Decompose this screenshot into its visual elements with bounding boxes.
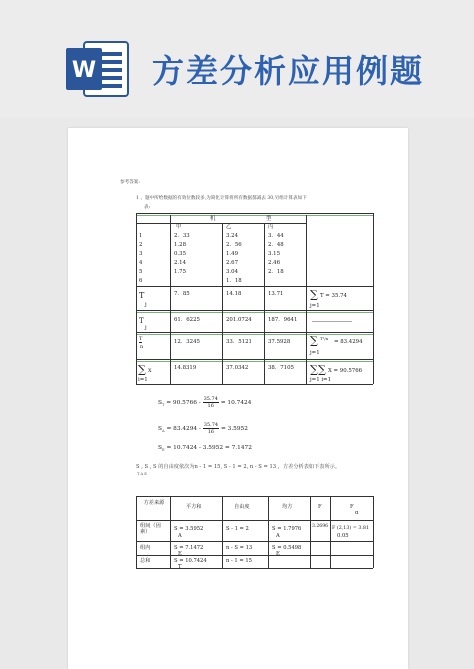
table-rule: [373, 213, 374, 384]
table-cell: n - S = 13: [226, 545, 253, 551]
column-header: F: [350, 504, 354, 510]
df-lead: S , S , S: [136, 464, 157, 470]
formula-st: [158, 396, 251, 409]
formula-sub: E: [161, 448, 165, 453]
table-cell: 0.35: [174, 251, 187, 257]
column-header: 自由度: [234, 504, 250, 510]
table-cell: 2．56: [226, 242, 242, 248]
row-label: 2: [139, 242, 143, 248]
row-label: 6: [139, 278, 143, 284]
fraction-numerator: 35.74: [203, 422, 219, 428]
table-rule: [136, 384, 373, 385]
answer-label: 参考答案:: [120, 180, 140, 185]
t2-row-sub: j: [145, 325, 147, 331]
table-cell: F (2,13) = 3.81: [332, 526, 370, 531]
column-header: F: [318, 504, 322, 510]
table-cell: 1.28: [174, 242, 187, 248]
fraction: [203, 422, 219, 435]
t2-row-label: T: [139, 317, 144, 325]
table-cell: 38．7105: [268, 365, 294, 371]
column-header: 丙: [268, 224, 274, 230]
table-cell: S = 3.5952: [174, 526, 204, 532]
x2-row-sub: i=1: [138, 377, 148, 383]
df-sentence: [136, 464, 340, 470]
table-rule: [136, 359, 373, 360]
table-rule: [136, 568, 373, 569]
t2n-row-den: n: [140, 344, 144, 350]
sigma-icon: ∑: [310, 363, 318, 376]
t2n-total: = 83.4294: [334, 339, 363, 345]
table-rule: [268, 496, 269, 568]
row-source: 总和: [140, 558, 151, 564]
document-page: [68, 128, 408, 669]
sigma-icon: ∑: [310, 288, 318, 301]
table-cell: 2．48: [268, 242, 284, 248]
table-rule: [373, 496, 374, 568]
row-label: 3: [139, 251, 143, 257]
table-rule: [136, 213, 373, 214]
table-rule: [136, 223, 306, 224]
fraction-numerator: 35.74: [203, 396, 218, 402]
table-rule: [170, 215, 171, 384]
table-cell: 61．6225: [174, 317, 200, 323]
table-rule: [136, 496, 373, 497]
formula-se: [158, 445, 252, 452]
sigma-icon: ∑: [318, 363, 326, 376]
word-icon: [64, 40, 130, 98]
t-total: T = 35.74: [320, 293, 347, 299]
table-cell: 2.67: [226, 260, 239, 266]
table-cell: 2．18: [268, 269, 284, 275]
table-rule: [136, 332, 373, 333]
row-source: 组间（因素）: [140, 523, 161, 536]
anova-table: [136, 496, 373, 576]
table-rule: [330, 496, 331, 568]
table-cell: S = 1.7976: [272, 526, 302, 532]
formula-sub: A: [161, 429, 165, 434]
table-cell: S = 0.5498: [272, 545, 302, 551]
table-rule: [310, 496, 311, 568]
table-cell: 3．44: [268, 233, 284, 239]
table-cell: 3.04: [226, 269, 239, 275]
table-cell: S = 10.7424: [174, 558, 207, 564]
table-cell-sub: A: [276, 533, 280, 539]
sigma-icon: ∑: [138, 363, 146, 376]
table-cell: n - 1 = 15: [226, 558, 252, 564]
group-header: 机: [210, 216, 216, 222]
formula-result: = 10.7424: [220, 400, 252, 406]
table-cell: 1．18: [226, 278, 242, 284]
table-rule: [264, 223, 265, 384]
placeholder-line: [312, 321, 352, 322]
table-rule: [136, 213, 137, 384]
column-header: 方差来源: [143, 500, 165, 506]
formula-part: = 90.5766 -: [166, 400, 201, 406]
table-cell: 2.46: [268, 260, 281, 266]
table-cell: 3.15: [268, 251, 281, 257]
column-header: 平方和: [186, 504, 202, 510]
table-rule: [136, 520, 373, 521]
intro-line-1: 1 、题中所给数据的有效位数较多,为简化计算将所有数据都减去 30,另组计算表如下: [136, 196, 307, 201]
table-cell: 201.0724: [226, 317, 252, 323]
table-rule: [136, 555, 373, 556]
column-header-sub: α: [355, 510, 359, 516]
t-row-sub: j: [145, 302, 147, 308]
table-cell: 1.49: [226, 251, 239, 257]
svg-text:W: W: [71, 58, 97, 83]
fraction-denominator: 16: [207, 429, 215, 435]
t-row-label: T: [139, 291, 145, 300]
x2-total-sub: j=1 i=1: [310, 377, 332, 383]
table-rule: [136, 541, 373, 542]
table-cell: 3.2696: [312, 524, 329, 529]
table-rule: [136, 310, 373, 311]
formula-symbol: S: [158, 445, 162, 451]
t2n-total-sub: j=1: [310, 350, 320, 356]
group-header-2: 型: [266, 216, 272, 222]
table-rule: [136, 286, 373, 287]
table-cell: 187．9641: [268, 317, 298, 323]
x2-total: X = 90.5766: [328, 368, 363, 374]
column-header: 乙: [226, 224, 232, 230]
table-cell: 3.24: [226, 233, 239, 239]
row-source: 组内: [140, 545, 151, 551]
fraction: [203, 396, 219, 409]
x2-row-label: X: [148, 368, 152, 374]
table-cell-sub: E: [276, 551, 280, 557]
table-cell: 37.5928: [268, 339, 291, 345]
df-body: 的自由度依次为n - 1 = 15, S - 1 = 2, n - S = 13 ，方差分析表如下表所示。: [158, 464, 341, 470]
table-cell: 14.8319: [174, 365, 197, 371]
table-rule: [306, 215, 307, 384]
table-cell: S = 7.1472: [174, 545, 204, 551]
table-cell: S - 1 = 2: [226, 526, 249, 532]
table-cell-sub: A: [178, 533, 182, 539]
table-cell: 12．3245: [174, 339, 200, 345]
sigma-icon: ∑: [310, 334, 318, 347]
table-cell: 2.14: [174, 260, 187, 266]
t-total-sub: j=1: [310, 303, 320, 309]
formula-part: = 83.4294 -: [166, 426, 201, 432]
table-rule: [136, 215, 373, 216]
formula-result: = 3.5952: [220, 426, 248, 432]
table-rule: [222, 496, 223, 568]
row-label: 5: [139, 269, 143, 275]
table-cell: 33．5121: [226, 339, 252, 345]
table-rule: [222, 223, 223, 384]
table-rule: [136, 334, 373, 335]
formula-symbol: S: [158, 400, 162, 406]
column-header: 甲: [176, 224, 182, 230]
table-cell: 7．85: [174, 291, 190, 297]
df-lead-sub: T A E: [137, 472, 147, 476]
calculation-table: [136, 213, 373, 518]
table-cell: 2．33: [174, 233, 190, 239]
table-cell: 1.75: [174, 269, 187, 275]
intro-line-2: 表:: [144, 205, 151, 210]
frac-t2n: T²/n: [320, 336, 329, 341]
table-cell-sub: 0.05: [337, 533, 349, 539]
table-cell: 13.71: [268, 291, 284, 297]
column-header: 均方: [282, 504, 293, 510]
table-rule: [136, 312, 373, 313]
formula-body: = 10.7424 - 3.5952 = 7.1472: [166, 445, 252, 451]
table-rule: [136, 361, 373, 362]
table-cell: 14.18: [226, 291, 242, 297]
table-cell: 37.0342: [226, 365, 249, 371]
table-cell-sub: T: [178, 564, 182, 570]
table-rule: [170, 496, 171, 568]
table-cell-sub: E: [178, 551, 182, 557]
t2n-row-num: T: [139, 336, 143, 342]
formula-sa: [158, 422, 248, 435]
formula-symbol: S: [158, 426, 162, 432]
row-label: 1: [139, 233, 143, 239]
row-label: 4: [139, 260, 143, 266]
formula-sub: T: [161, 403, 165, 408]
page-title: 方差分析应用例题: [152, 52, 425, 90]
header-banner: [0, 0, 474, 118]
fraction-denominator: 16: [207, 403, 214, 409]
table-rule: [136, 496, 137, 568]
